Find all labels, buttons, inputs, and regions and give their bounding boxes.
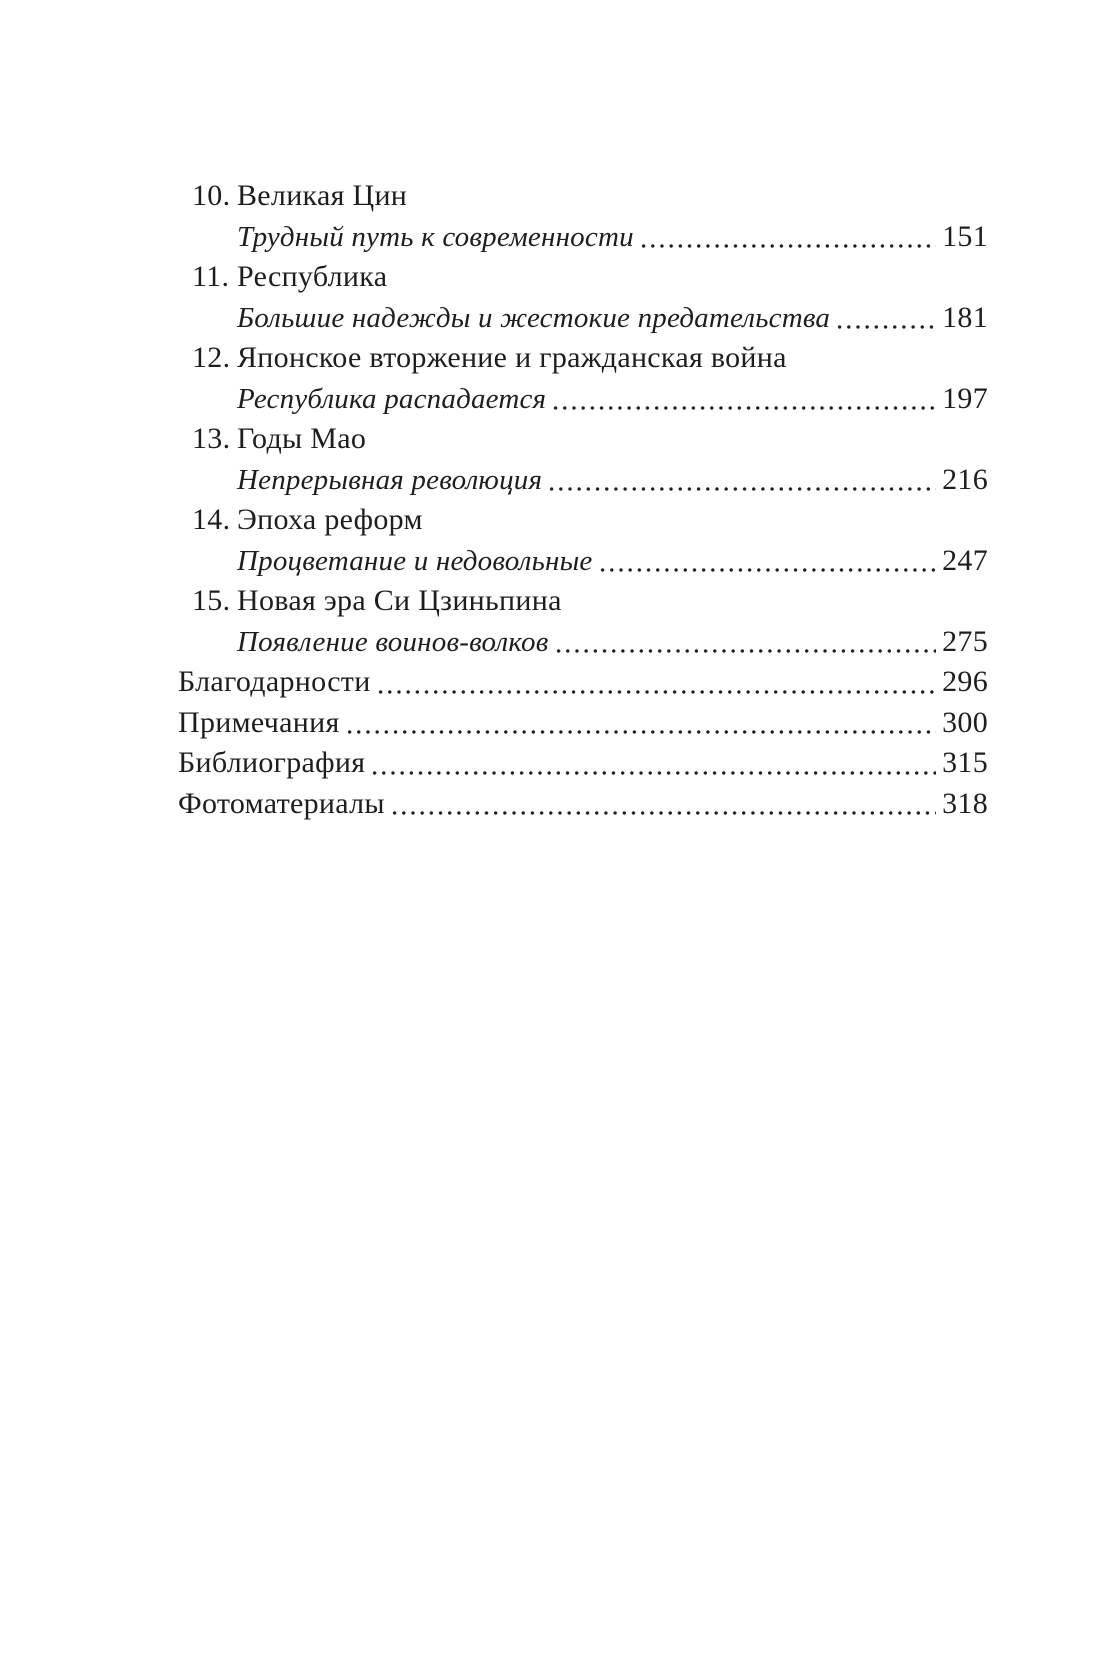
backmatter-row-photo-credits (178, 784, 988, 825)
chapter-subtitle-row (178, 541, 988, 582)
chapter-subtitle-row (178, 622, 988, 663)
dot-leader (390, 784, 936, 825)
dot-leader (370, 743, 936, 784)
chapter-number: 13. (192, 422, 231, 455)
chapter-title-row (178, 257, 988, 298)
dot-leader (554, 622, 937, 663)
page-number: 181 (942, 300, 988, 334)
chapter-number: 12. (192, 341, 231, 374)
backmatter-row-bibliography (178, 743, 988, 784)
chapter-subtitle: Непрерывная революция (237, 463, 543, 496)
dot-leader (835, 298, 936, 339)
toc-entry (178, 419, 988, 500)
chapter-number: 11. (192, 260, 230, 293)
chapter-title: Республика (237, 260, 388, 293)
dot-leader (598, 541, 937, 582)
chapter-number: 15. (192, 584, 231, 617)
backmatter-row-acknowledgements (178, 662, 988, 703)
chapter-title: Новая эра Си Цзиньпина (237, 584, 562, 617)
chapter-subtitle: Республика распадается (237, 382, 547, 415)
chapter-title: Японское вторжение и гражданская война (237, 341, 787, 374)
chapter-subtitle: Большие надежды и жестокие предательства (237, 301, 831, 334)
chapter-title: Годы Мао (237, 422, 367, 455)
dot-leader (639, 217, 936, 258)
chapter-title-row (178, 176, 988, 217)
toc-entry (178, 500, 988, 581)
backmatter-title: Примечания (178, 705, 340, 739)
chapter-subtitle: Трудный путь к современности (237, 220, 634, 253)
chapter-subtitle: Процветание и недовольные (237, 544, 593, 577)
chapter-title-row (178, 500, 988, 541)
toc-entry (178, 257, 988, 338)
chapter-subtitle-row (178, 217, 988, 258)
chapter-title-row (178, 581, 988, 622)
page-number: 197 (942, 381, 988, 415)
page-number: 216 (942, 462, 988, 496)
page-number: 300 (942, 705, 988, 739)
toc-entry (178, 338, 988, 419)
page-number: 151 (942, 219, 988, 253)
chapter-number: 14. (192, 503, 231, 536)
chapter-title-row (178, 338, 988, 379)
page-number: 275 (942, 624, 988, 658)
chapter-title-row (178, 419, 988, 460)
chapter-subtitle-row (178, 379, 988, 420)
backmatter-title: Библиография (178, 746, 366, 779)
page-number: 296 (942, 665, 988, 698)
chapter-number: 10. (192, 179, 231, 212)
dot-leader (376, 662, 937, 703)
chapter-title: Эпоха реформ (237, 503, 423, 536)
chapter-subtitle-row (178, 298, 988, 339)
table-of-contents (178, 176, 988, 824)
dot-leader (345, 703, 937, 744)
page-number: 318 (942, 786, 988, 820)
dot-leader (551, 379, 936, 420)
chapter-subtitle: Появление воинов-волков (237, 625, 549, 658)
chapter-title: Великая Цин (237, 179, 408, 212)
backmatter-title: Фотоматериалы (178, 786, 385, 820)
page-number: 315 (942, 746, 988, 779)
backmatter-row-notes (178, 703, 988, 744)
toc-entry (178, 176, 988, 257)
toc-entry (178, 581, 988, 662)
page-number: 247 (942, 543, 988, 577)
backmatter-title: Благодарности (178, 665, 371, 698)
chapter-subtitle-row (178, 460, 988, 501)
dot-leader (547, 460, 936, 501)
